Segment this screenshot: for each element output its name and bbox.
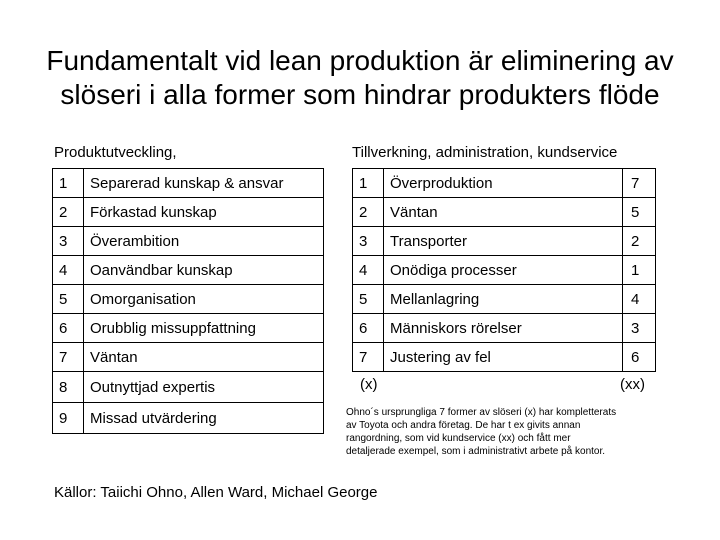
table-row <box>353 256 656 285</box>
table-row <box>53 403 324 434</box>
label-x: (x) <box>360 376 378 393</box>
row-number: 7 <box>353 343 384 372</box>
title-line-2: slöseri i alla former som hindrar produkters flöde <box>60 79 660 110</box>
row-rank: 1 <box>623 256 656 285</box>
sources: Källor: Taiichi Ohno, Allen Ward, Michael George <box>54 484 378 501</box>
row-rank: 2 <box>623 227 656 256</box>
row-text: Separerad kunskap & ansvar <box>84 169 324 198</box>
row-number: 3 <box>353 227 384 256</box>
footnote-line: Ohno´s ursprungliga 7 former av slöseri (x) har kompletterats <box>346 407 617 418</box>
row-number: 3 <box>53 227 84 256</box>
row-text: Mellanlagring <box>384 285 623 314</box>
left-heading: Produktutveckling, <box>54 144 177 161</box>
row-text: Överambition <box>84 227 324 256</box>
row-text: Transporter <box>384 227 623 256</box>
product-development-waste-table <box>52 168 324 434</box>
row-number: 8 <box>53 372 84 403</box>
row-number: 5 <box>353 285 384 314</box>
row-text: Omorganisation <box>84 285 324 314</box>
footnote-line: rangordning, som vid kundservice (xx) och fått mer <box>346 433 571 444</box>
table-row <box>53 169 324 198</box>
row-text: Väntan <box>84 343 324 372</box>
table-row <box>53 227 324 256</box>
table-row <box>353 285 656 314</box>
row-rank: 7 <box>623 169 656 198</box>
row-number: 2 <box>353 198 384 227</box>
row-rank: 6 <box>623 343 656 372</box>
title-line-1: Fundamentalt vid lean produktion är eliminering av <box>46 45 674 76</box>
row-rank: 4 <box>623 285 656 314</box>
row-number: 1 <box>353 169 384 198</box>
row-number: 7 <box>53 343 84 372</box>
table-row <box>353 198 656 227</box>
row-number: 9 <box>53 403 84 434</box>
row-number: 2 <box>53 198 84 227</box>
table-row <box>353 169 656 198</box>
row-text: Överproduktion <box>384 169 623 198</box>
manufacturing-waste-table <box>352 168 656 372</box>
row-number: 6 <box>53 314 84 343</box>
row-text: Justering av fel <box>384 343 623 372</box>
table-row <box>353 343 656 372</box>
row-rank: 3 <box>623 314 656 343</box>
row-text: Väntan <box>384 198 623 227</box>
row-number: 4 <box>53 256 84 285</box>
table-row <box>353 227 656 256</box>
row-text: Orubblig missuppfattning <box>84 314 324 343</box>
row-text: Missad utvärdering <box>84 403 324 434</box>
row-number: 5 <box>53 285 84 314</box>
footnote-line: av Toyota och andra företag. De har t ex givits annan <box>346 420 581 431</box>
row-text: Förkastad kunskap <box>84 198 324 227</box>
table-row <box>53 372 324 403</box>
footnote-line: detaljerade exempel, som i administrativt arbete på kontor. <box>346 446 606 457</box>
table-row <box>53 314 324 343</box>
table-row <box>53 256 324 285</box>
row-number: 1 <box>53 169 84 198</box>
table-row <box>353 314 656 343</box>
row-number: 6 <box>353 314 384 343</box>
row-text: Människors rörelser <box>384 314 623 343</box>
row-text: Onödiga processer <box>384 256 623 285</box>
label-xx: (xx) <box>620 376 645 393</box>
row-text: Outnyttjad expertis <box>84 372 324 403</box>
row-rank: 5 <box>623 198 656 227</box>
footnote <box>346 406 686 458</box>
table-row <box>53 343 324 372</box>
table-row <box>53 285 324 314</box>
right-heading: Tillverkning, administration, kundservice <box>352 144 618 161</box>
table-row <box>53 198 324 227</box>
row-text: Oanvändbar kunskap <box>84 256 324 285</box>
slide-title <box>0 44 720 112</box>
row-number: 4 <box>353 256 384 285</box>
